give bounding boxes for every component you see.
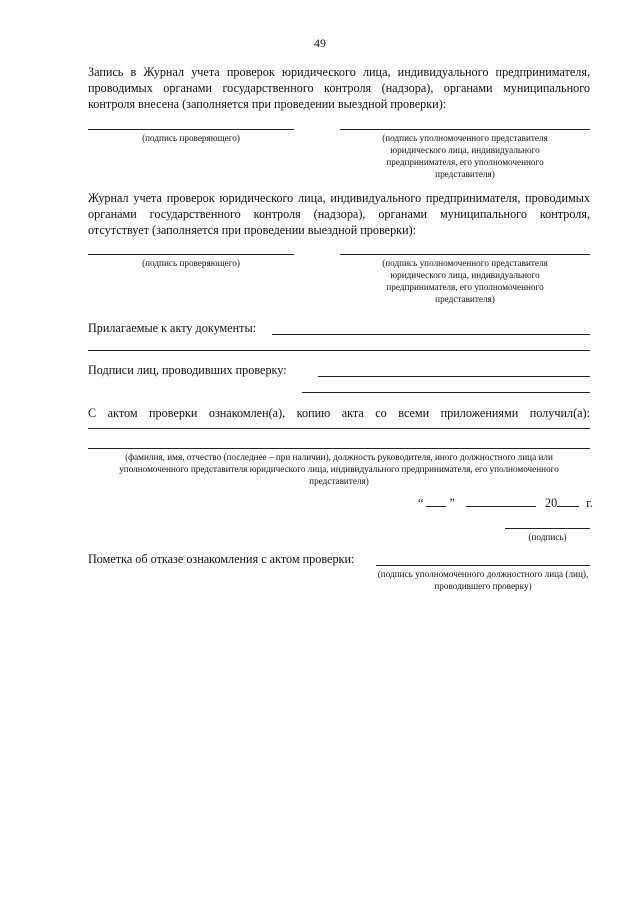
date-year-prefix: 20: [545, 496, 558, 510]
date-year-suffix: г.: [586, 496, 593, 510]
acquainted-line-2[interactable]: [88, 448, 590, 449]
date-year-field[interactable]: [557, 494, 579, 507]
attached-documents-label: Прилагаемые к акту документы:: [88, 321, 257, 335]
date-close-quote: ”: [449, 496, 455, 510]
inspector-signatures-line-2[interactable]: [302, 392, 590, 393]
date-row: [418, 494, 593, 511]
journal-entry-text: Запись в Журнал учета проверок юридического лица, индивидуального предпринимателя, проводимых органами государственного контроля (надзора), органами муниципального контроля внесена (заполняется при проведении выездной проверки):: [88, 65, 590, 111]
date-open-quote: “: [418, 496, 424, 510]
page-number: 49: [314, 36, 326, 50]
refusal-label: Пометка об отказе ознакомления с актом проверки:: [88, 552, 355, 566]
representative-signature-caption: (подпись уполномоченного представителя юридического лица, индивидуального предпринимателя, его уполномоченного представителя): [382, 133, 548, 179]
acquainted-signature-line[interactable]: [505, 528, 590, 529]
journal-absent-text: Журнал учета проверок юридического лица, индивидуального предпринимателя, проводимых органами государственного контроля (надзора), органами муниципального контроля, отсутствует (заполняется при проведении выездной проверки):: [88, 191, 590, 237]
representative-signature-line-2[interactable]: [340, 254, 590, 255]
inspector-signatures-line-1[interactable]: [318, 376, 590, 377]
refusal-signature-line[interactable]: [376, 565, 590, 566]
date-day-field[interactable]: [426, 494, 446, 507]
acquainted-signature-caption: (подпись): [528, 532, 567, 542]
acquainted-caption: (фамилия, имя, отчество (последнее – при наличии), должность руководителя, иного должностного лица или уполномоченного представителя юридического лица, индивидуального предпринимателя, его уполномоченного представителя): [119, 452, 559, 486]
inspector-signature-line[interactable]: [88, 129, 294, 130]
acquainted-line-1[interactable]: [88, 428, 590, 429]
inspector-signature-caption-2: (подпись проверяющего): [142, 258, 240, 268]
refusal-signature-caption: (подпись уполномоченного должностного лица (лиц), проводившего проверку): [377, 569, 589, 591]
attached-documents-line-2[interactable]: [88, 350, 590, 351]
signatures-label: Подписи лиц, проводивших проверку:: [88, 363, 287, 377]
inspector-signature-caption: (подпись проверяющего): [142, 133, 240, 143]
inspector-signature-line-2[interactable]: [88, 254, 294, 255]
representative-signature-line[interactable]: [340, 129, 590, 130]
acquainted-text: С актом проверки ознакомлен(а), копию акта со всеми приложениями получил(а):: [88, 406, 590, 420]
date-month-field[interactable]: [466, 494, 536, 507]
representative-signature-caption-2: (подпись уполномоченного представителя юридического лица, индивидуального предпринимателя, его уполномоченного представителя): [382, 258, 548, 304]
attached-documents-line-1[interactable]: [272, 334, 590, 335]
